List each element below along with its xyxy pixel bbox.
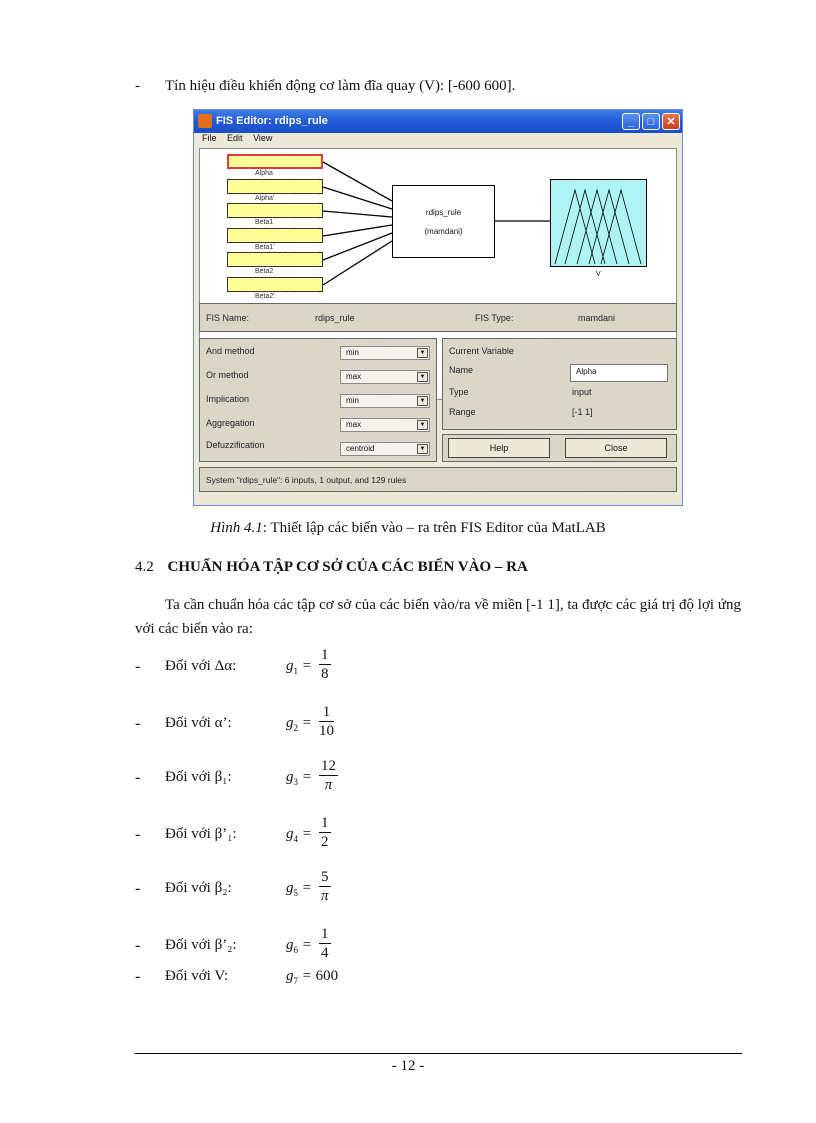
- fis-name-label: FIS Name:: [206, 313, 250, 323]
- input-label: Alpha': [255, 195, 275, 202]
- status-bar: [199, 467, 677, 492]
- or-method-label: Or method: [206, 370, 249, 380]
- rule-box[interactable]: [392, 185, 495, 258]
- section-number: 4.2: [135, 559, 154, 575]
- fis-editor-window: [193, 109, 683, 506]
- gain-item: - Đối với Δα: $g_1$ = $\frac{1}{8}$: [135, 647, 329, 682]
- window-title: FIS Editor: rdips_rule: [216, 115, 328, 127]
- bullet-dash: -: [135, 78, 140, 94]
- gain-item: - Đối với α’: $g_2$ = $\frac{1}{10}$: [135, 704, 334, 739]
- section-title: CHUẨN HÓA TẬP CƠ SỞ CỦA CÁC BIẾN VÀO – RA: [167, 559, 528, 575]
- input-box-beta2-dot[interactable]: [227, 277, 323, 292]
- and-method-select[interactable]: [340, 346, 430, 360]
- gain-label: Đối với β’₂:: [165, 937, 237, 953]
- gain-fraction: $\frac{1}{4}$: [321, 926, 329, 961]
- gain-fraction: $\frac{1}{10}$: [319, 704, 334, 739]
- range-value: [-1 1]: [572, 407, 593, 417]
- menu-bar: [194, 133, 682, 147]
- bullet-text: Tín hiệu điều khiển động cơ làm đĩa quay (V): [-600 600].: [165, 78, 516, 94]
- defuzzification-label: Defuzzification: [206, 440, 265, 450]
- gain-fraction: $\frac{12}{\pi}$: [321, 758, 336, 793]
- fis-type-label: FIS Type:: [475, 313, 514, 323]
- help-button[interactable]: Help: [448, 438, 550, 458]
- implication-label: Implication: [206, 394, 250, 404]
- chevron-down-icon: ▼: [417, 444, 428, 454]
- gain-value: 600: [315, 968, 339, 984]
- top-bullet: [0, 78, 816, 98]
- current-variable-header: Current Variable: [449, 346, 514, 356]
- type-value: input: [572, 387, 592, 397]
- fis-name-panel: [199, 303, 677, 332]
- title-bar[interactable]: [194, 110, 682, 133]
- name-label: Name: [449, 365, 474, 375]
- fis-type-value: mamdani: [578, 313, 616, 323]
- close-window-button[interactable]: ✕: [662, 113, 680, 130]
- input-box-beta2[interactable]: [227, 252, 323, 267]
- gain-label: Đối với β₁:: [165, 769, 232, 785]
- defuzzification-select[interactable]: [340, 442, 430, 456]
- rule-box-name: rdips_rule: [425, 208, 462, 217]
- buttons-panel: [442, 434, 677, 462]
- chevron-down-icon: ▼: [417, 420, 428, 430]
- close-button[interactable]: Close: [565, 438, 667, 458]
- output-mf-triangles: [551, 180, 648, 268]
- implication-value: min: [346, 396, 359, 405]
- gain-item: - Đối với β’₂: $g_6$ = $\frac{1}{4}$: [135, 926, 329, 961]
- input-box-alpha-dot[interactable]: [227, 179, 323, 194]
- gain-item: - Đối với β’₁: $g_4$ = $\frac{1}{2}$: [135, 815, 329, 850]
- aggregation-value: max: [346, 420, 362, 429]
- matlab-icon: [198, 114, 212, 128]
- status-text: System "rdips_rule": 6 inputs, 1 output, and 129 rules: [206, 475, 407, 485]
- input-label: Alpha: [255, 170, 273, 177]
- menu-file[interactable]: File: [202, 133, 217, 143]
- aggregation-label: Aggregation: [206, 418, 255, 428]
- variable-name-input[interactable]: Alpha: [570, 364, 668, 382]
- minimize-button[interactable]: _: [622, 113, 640, 130]
- output-box-v[interactable]: [550, 179, 647, 267]
- gain-fraction: $\frac{5}{\pi}$: [320, 869, 329, 904]
- chevron-down-icon: ▼: [417, 348, 428, 358]
- implication-select[interactable]: [340, 394, 430, 408]
- gain-item: - Đối với β₁: $g_3$ = $\frac{12}{\pi}$: [135, 758, 336, 793]
- current-variable-panel: [442, 338, 677, 430]
- gain-item: - Đối với V: $g_7 = 600$: [135, 968, 339, 986]
- range-label: Range: [449, 407, 476, 417]
- menu-view[interactable]: View: [253, 133, 273, 143]
- fis-name-value: rdips_rule: [315, 313, 355, 323]
- and-method-label: And method: [206, 346, 255, 356]
- or-method-value: max: [346, 372, 362, 381]
- gain-label: Đối với Δα:: [165, 658, 237, 674]
- output-label: V: [596, 271, 601, 278]
- figure-caption: [0, 520, 816, 537]
- type-label: Type: [449, 387, 469, 397]
- menu-edit[interactable]: Edit: [227, 133, 243, 143]
- gain-label: Đối với β’₁:: [165, 826, 237, 842]
- methods-panel: [199, 338, 437, 462]
- or-method-select[interactable]: [340, 370, 430, 384]
- gain-label: Đối với β₂:: [165, 880, 232, 896]
- footer-rule: [135, 1053, 742, 1054]
- chevron-down-icon: ▼: [417, 372, 428, 382]
- gain-label: Đối với V:: [165, 968, 229, 984]
- gain-fraction: $\frac{1}{2}$: [321, 815, 329, 850]
- rule-box-type: (mamdani): [424, 227, 463, 236]
- input-label: Beta1: [255, 219, 274, 226]
- input-box-beta1-dot[interactable]: [227, 228, 323, 243]
- caption-prefix: Hình 4.1: [210, 520, 263, 536]
- section-heading: [135, 559, 528, 576]
- page-number: - 12 -: [391, 1058, 425, 1074]
- gain-fraction: $\frac{1}{8}$: [321, 647, 329, 682]
- input-box-beta1[interactable]: [227, 203, 323, 218]
- maximize-button[interactable]: □: [642, 113, 660, 130]
- input-label: Beta2': [255, 293, 275, 300]
- defuzzification-value: centroid: [346, 444, 375, 453]
- chevron-down-icon: ▼: [417, 396, 428, 406]
- caption-text: : Thiết lập các biến vào – ra trên FIS Editor của MatLAB: [262, 520, 606, 536]
- input-label: Beta1': [255, 244, 275, 251]
- input-box-alpha[interactable]: [227, 154, 323, 169]
- body-paragraph: Ta cần chuẩn hóa các tập cơ sở của các biến vào/ra về miền [-1 1], ta được các giá trị độ lợi ứng với các biến vào ra:: [135, 597, 741, 637]
- gain-item: - Đối với β₂: $g_5$ = $\frac{5}{\pi}$: [135, 869, 329, 904]
- input-label: Beta2: [255, 268, 274, 275]
- gain-label: Đối với α’:: [165, 715, 232, 731]
- and-method-value: min: [346, 348, 359, 357]
- aggregation-select[interactable]: [340, 418, 430, 432]
